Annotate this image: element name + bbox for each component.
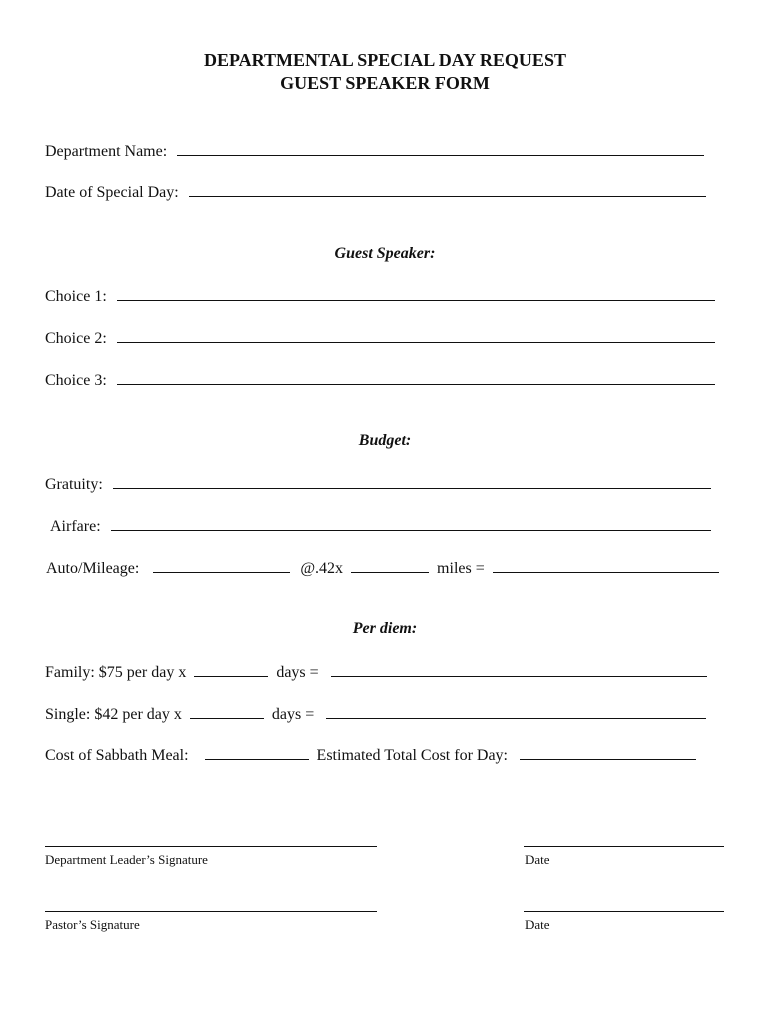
single-days-label: days = [271,706,315,723]
family-days-blank[interactable] [194,662,268,677]
budget-heading: Budget: [358,432,412,449]
single-total-blank[interactable] [326,704,706,719]
choice-3-row [45,370,715,390]
leader-date-line[interactable] [524,846,724,847]
auto-mileage-row [46,558,719,578]
choice-1-row [45,286,715,306]
leader-signature-line[interactable] [45,846,377,847]
mileage-rate: @.42x [300,560,344,577]
estimated-total-label: Estimated Total Cost for Day: [316,747,508,764]
date-of-special-day-row [45,182,706,202]
pastor-date-line[interactable] [524,911,724,912]
pastor-signature-line[interactable] [45,911,377,912]
form-title-line2: GUEST SPEAKER FORM [280,73,490,93]
family-per-diem-label: Family: $75 per day x [45,664,187,681]
family-per-diem-row [45,662,707,682]
sabbath-meal-label: Cost of Sabbath Meal: [45,747,189,764]
choice-2-row [45,328,715,348]
form-title-line1: DEPARTMENTAL SPECIAL DAY REQUEST [204,50,566,70]
sabbath-meal-row [45,745,696,765]
choice-2-blank[interactable] [117,328,715,343]
miles-blank[interactable] [351,558,429,573]
single-per-diem-row [45,704,706,724]
gratuity-blank[interactable] [113,474,711,489]
choice-1-label: Choice 1: [45,288,107,305]
airfare-row [50,516,711,536]
leader-date-label: Date [525,852,550,867]
date-of-special-day-label: Date of Special Day: [45,184,179,201]
estimated-total-blank[interactable] [520,745,696,760]
choice-2-label: Choice 2: [45,330,107,347]
pastor-signature-label: Pastor’s Signature [45,917,140,932]
airfare-blank[interactable] [111,516,711,531]
department-name-row [45,141,704,161]
single-days-blank[interactable] [190,704,264,719]
miles-equals-label: miles = [437,560,485,577]
single-per-diem-label: Single: $42 per day x [45,706,182,723]
sabbath-meal-blank[interactable] [205,745,309,760]
family-total-blank[interactable] [331,662,707,677]
auto-mileage-blank[interactable] [153,558,290,573]
choice-1-blank[interactable] [117,286,715,301]
department-name-blank[interactable] [177,141,704,156]
per-diem-heading: Per diem: [352,620,418,637]
airfare-label: Airfare: [50,518,101,535]
gratuity-label: Gratuity: [45,476,103,493]
auto-mileage-label: Auto/Mileage: [46,560,140,577]
mileage-total-blank[interactable] [493,558,719,573]
gratuity-row [45,474,711,494]
guest-speaker-heading: Guest Speaker: [334,245,436,262]
choice-3-label: Choice 3: [45,372,107,389]
family-days-label: days = [276,664,319,681]
date-of-special-day-blank[interactable] [189,182,706,197]
leader-signature-label: Department Leader’s Signature [45,852,208,867]
pastor-date-label: Date [525,917,550,932]
department-name-label: Department Name: [45,143,168,160]
choice-3-blank[interactable] [117,370,715,385]
